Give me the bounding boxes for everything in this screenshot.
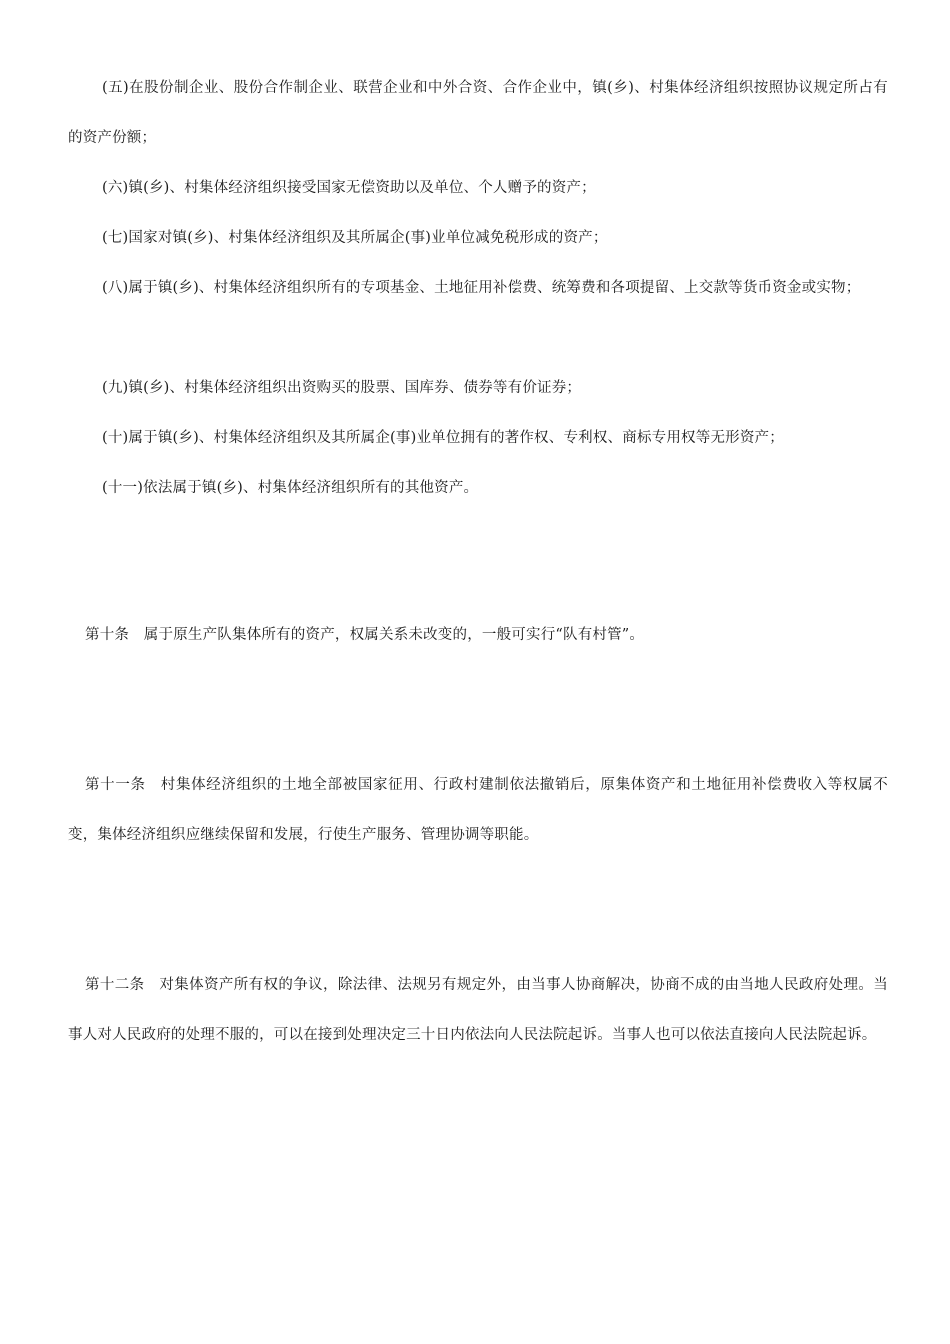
item-5: (五)在股份制企业、股份合作制企业、联营企业和中外合资、合作企业中，镇(乡)、村集体经济组织按照协议规定所占有的资产份额； bbox=[68, 80, 888, 146]
item-6: (六)镇(乡)、村集体经济组织接受国家无偿资助以及单位、个人赠予的资产； bbox=[102, 180, 596, 196]
article-12: 第十二条 对集体资产所有权的争议，除法律、法规另有规定外，由当事人协商解决，协商不成的由当地人民政府处理。当事人对人民政府的处理不服的，可以在接到处理决定三十日内依法向人民法院起诉。当事人也可以依法直接向人民法院起诉。 bbox=[68, 977, 888, 1043]
item-8: (八)属于镇(乡)、村集体经济组织所有的专项基金、土地征用补偿费、统筹费和各项提留、上交款等货币资金或实物； bbox=[102, 280, 861, 296]
item-7: (七)国家对镇(乡)、村集体经济组织及其所属企(事)业单位减免税形成的资产； bbox=[102, 230, 608, 246]
article-11: 第十一条 村集体经济组织的土地全部被国家征用、行政村建制依法撤销后，原集体资产和土地征用补偿费收入等权属不变，集体经济组织应继续保留和发展，行使生产服务、管理协调等职能。 bbox=[68, 777, 888, 843]
item-11: (十一)依法属于镇(乡)、村集体经济组织所有的其他资产。 bbox=[102, 480, 479, 496]
item-9: (九)镇(乡)、村集体经济组织出资购买的股票、国库券、债券等有价证券； bbox=[102, 380, 582, 396]
article-10: 第十条 属于原生产队集体所有的资产，权属关系未改变的，一般可实行“队有村管”。 bbox=[85, 627, 645, 643]
item-10: (十)属于镇(乡)、村集体经济组织及其所属企(事)业单位拥有的著作权、专利权、商标专用权等无形资产； bbox=[102, 430, 784, 446]
